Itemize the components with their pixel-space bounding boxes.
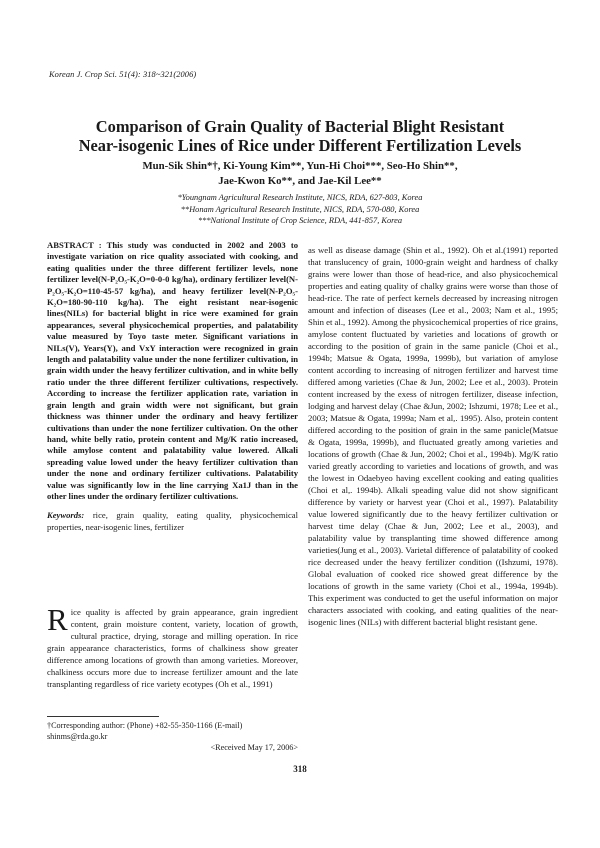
footnote-received: <Received May 17, 2006> bbox=[210, 743, 298, 752]
abstract bbox=[47, 240, 298, 502]
left-column bbox=[47, 240, 298, 533]
authors-line-1: Mun-Sik Shin*†, Ki-Young Kim**, Yun-Hi Choi***, Seo-Ho Shin**, bbox=[142, 160, 458, 172]
affiliation-3: ***National Institute of Crop Science, RDA, 441-857, Korea bbox=[197, 216, 403, 225]
drop-cap: R bbox=[47, 602, 68, 637]
title-line-2: Near-isogenic Lines of Rice under Different Fertilization Levels bbox=[78, 136, 522, 155]
footnote bbox=[47, 720, 298, 753]
right-column-text: as well as disease damage (Shin et al., 1992). Oh et al.(1991) reported that translucency of grain, 1000-grain weight and hardness of chalky grains were lower than those of head-rice, and also physicochemical properties and eating quality of chalky grains were worse than those of head-rice. The rate of perfect kernels decreased by increasing nitrogen amount and infection of diseases (Lee et al., 2003; Nam et al., 1995; Shin et al., 1992). Among the physicochemical properties of rice grains, amylose content fluctuated by varieties and locations of growth or according to the position of grain in the same panicle (Choi et al., 1994b; Matsue & Ogata, 1999a, 1999b), but variation of amylose content according to increasing of nitrogen fertilizer and harvest time differed among varieties (Chae & Jun, 2002; Lee et al., 2003). Protein content increased by the exess of nitrogen fertilizer, disease infection, lodging and harvest delay (Chae &Jun, 2002; Ishzumi, 1978; Lee et al., 2003; Matsue & Ogata, 1999a; Nam et al,. 1995). Also, protein content differed according to the position of grain in the same panicle(Matsue & Ogata, 1999a, 1999b), and fluctuated greatly among varieties and locations of growth (Chae & Jun, 2002; Choi et al., 1994b). Mg/K ratio varied greatly according to varieties and locations of growth, and was the lowest in Odaebyeo having excellent cooking and eating qualities (Choi et al,. 1994b). Alkali speading value did not show significant difference by variety or harvest year (Choi et al., 1997). Palatability value lowered significantly due to the heavy fertilizer cultivation or harvest time delay (Chae & Jun, 2002; Lee et al., 2003), and palatability value by transplanting time showed difference among varieties(Jung et al., 2003). Varietal difference of palatability of cooked rice decreased under the heavy fertilizer condition ((Ishzumi, 1978). Global evaluation of cooked rice showed great difference by the locations of growth in the same variety (Choi et al., 1994a, 1994b). This experiment was conducted to get the useful information on major characters associated with cooking, and eating qualities of the near-isogenic lines (NILs) with different bacterial blight resistant gene. bbox=[308, 245, 558, 627]
right-column bbox=[308, 244, 558, 628]
keywords-label: Keywords: bbox=[47, 510, 85, 521]
affiliation-2: **Honam Agricultural Research Institute, NICS, RDA, 570-080, Korea bbox=[180, 204, 420, 214]
page-number: 318 bbox=[293, 764, 307, 774]
keywords-text: rice, grain quality, eating quality, physicochemical properties, near-isogenic lines, fertilizer bbox=[47, 510, 298, 532]
paper-title bbox=[30, 117, 570, 155]
footnote-corresponding: †Corresponding author: (Phone) +82-55-350-1166 (E-mail) shinms@rda.go.kr bbox=[47, 721, 243, 741]
intro-text: ice quality is affected by grain appearance, grain ingredient content, grain moisture content, variety, location of growth, cultural practice, drying, storage and milling operation. In rice grain appearance characteristics, forms of chalkiness show greater difference among locations of growth than among varieties. Moreover, chalkiness occurs more due to increase fertilizer amount and the late transplanting regardless of rice variety ecotypes (Oh et al., 1991) bbox=[47, 607, 298, 689]
keywords bbox=[47, 510, 298, 533]
footnote-rule bbox=[47, 716, 159, 717]
authors-line-2: Jae-Kwon Ko**, and Jae-Kil Lee** bbox=[218, 175, 382, 187]
introduction bbox=[47, 602, 298, 690]
abstract-text: This study was conducted in 2002 and 2003 to investigate variation on rice quality associated with cooking, and eating qualities under the three different fertilizer levels, none fertilizer level(N-P₂O₅-K₂O=0-0-0 kg/ha), ordinary fertilizer level(N-P₂O₅-K₂O=110-45-57 kg/ha), and heavy fertilizer level(N-P₂O₅-K₂O=180-90-110 kg/ha). The eight resistant near-isogenic lines(NILs) for bacterial blight in rice were examined for grain appearances, several physicochemical properties, and palatability value measured by Toyo taste meter. Significant variations in NILs(V), Years(Y), and VxY interaction were recognized in grain length and palatability value under the none fertilizer cultivation, in grain width under the heavy fertilizer cultivation, and in white belly ratio under the three different fertilizer cultivations, respectively. According to increase the fertilizer application rate, variation in grain length and grain width were not significant, but grain thickness was thinner under the ordinary and heavy fertilizer cultivations than under the none fertilizer cultivation. On the other hand, white belly ratio, protein content and Mg/K ratio increased, while amylose content and palatability value lowered. Alkali spreading value lowed under the heavy fertilizer cultivation than under the none and ordinary fertilizer cultivations. Palatability value was significantly low in the line carrying Xa1J than in the other lines under the ordinary fertilizer cultivations. bbox=[47, 240, 299, 501]
affiliation-1: *Youngnam Agricultural Research Institute, NICS, RDA, 627-803, Korea bbox=[177, 193, 423, 202]
journal-reference: Korean J. Crop Sci. 51(4): 318~321(2006) bbox=[49, 70, 197, 79]
affiliations bbox=[100, 192, 500, 227]
author-list bbox=[100, 159, 500, 189]
title-line-1: Comparison of Grain Quality of Bacterial Blight Resistant bbox=[95, 117, 505, 136]
abstract-label: ABSTRACT : bbox=[47, 240, 102, 250]
